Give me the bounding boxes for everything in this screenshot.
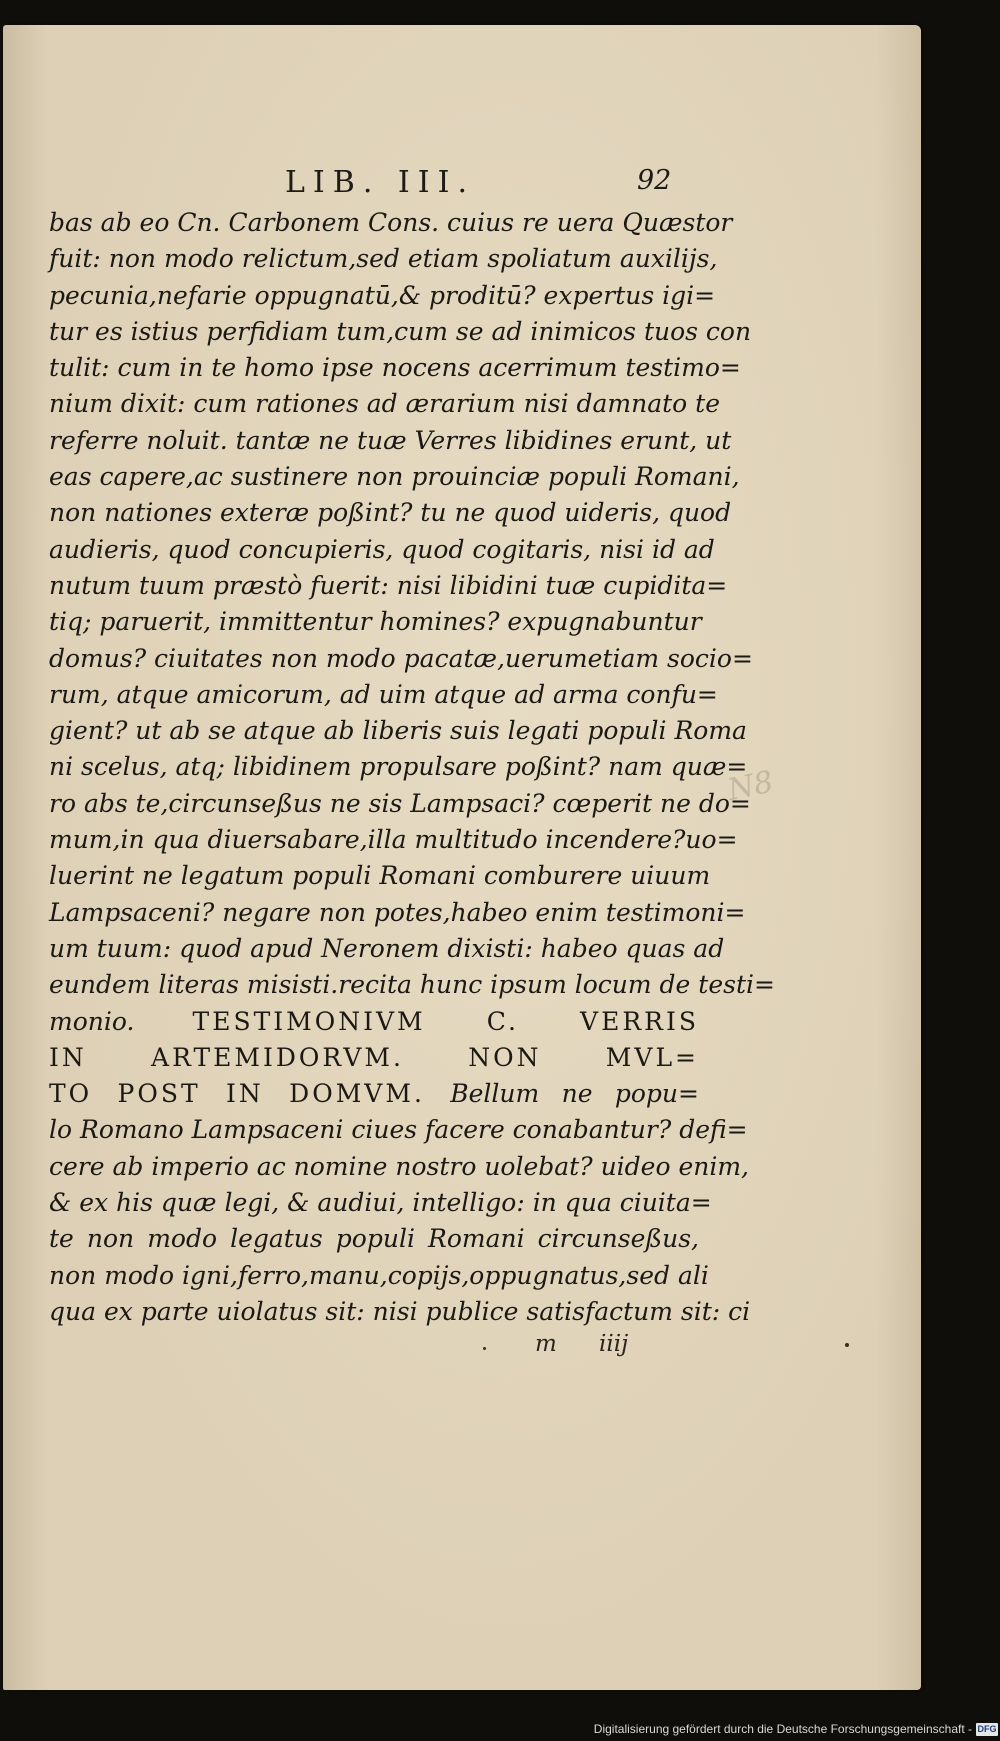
faint-show-through-mark: N8 bbox=[724, 764, 777, 809]
text-line: rum, atque amicorum, ad uim atque ad arma confu= bbox=[49, 679, 718, 709]
text-line: tur es istius perfidiam tum,cum se ad inimicos tuos con bbox=[49, 316, 752, 346]
dfg-logo-icon: DFG bbox=[977, 1724, 997, 1734]
text-line: ro abs te,circunseßus ne sis Lampsaci? cœperit ne do= bbox=[49, 788, 751, 818]
text-line: referre noluit. tantæ ne tuæ Verres libidines erunt, ut bbox=[49, 425, 732, 455]
text-line: TO POST IN DOMVM. Bellum ne popu= bbox=[49, 1079, 699, 1109]
text-line: & ex his quæ legi, & audiui, intelligo: in qua ciuita= bbox=[49, 1188, 712, 1218]
ink-speck bbox=[483, 1347, 486, 1350]
text-line: domus? ciuitates non modo pacatæ,uerumetiam socio= bbox=[49, 643, 753, 673]
page-footer bbox=[527, 1331, 647, 1367]
signature-number: iiij bbox=[599, 1331, 629, 1357]
text-line: luerint ne legatum populi Romani comburere uiuum bbox=[49, 861, 711, 891]
text-line: te non modo legatus populi Romani circunseßus, bbox=[49, 1224, 699, 1254]
text-line: fuit: non modo relictum,sed etiam spoliatum auxilijs, bbox=[49, 244, 718, 274]
page-header bbox=[263, 165, 683, 205]
text-line: bas ab eo Cn. Carbonem Cons. cuius re uera Quæstor bbox=[49, 208, 733, 237]
text-line: gient? ut ab se atque ab liberis suis legati populi Roma bbox=[49, 716, 747, 746]
ink-speck bbox=[845, 1343, 849, 1347]
text-line: eas capere,ac sustinere non prouinciæ populi Romani, bbox=[49, 462, 740, 492]
text-line: Lampsaceni? negare non potes,habeo enim testimoni= bbox=[49, 897, 746, 927]
book-page bbox=[3, 25, 921, 1690]
text-line: audieris, quod concupieris, quod cogitaris, nisi id ad bbox=[49, 534, 715, 564]
text-line: tulit: cum in te homo ipse nocens acerrimum testimo= bbox=[49, 353, 741, 383]
folio-number: 92 bbox=[637, 165, 672, 196]
text-line: um tuum: quod apud Neronem dixisti: habeo quas ad bbox=[49, 933, 725, 963]
text-line: non nationes exteræ poßint? tu ne quod uideris, quod bbox=[49, 498, 732, 528]
text-line: monio. TESTIMONIVM C. VERRIS bbox=[49, 1006, 699, 1036]
text-line: eundem literas misisti.recita hunc ipsum locum de testi= bbox=[49, 970, 775, 1000]
text-line: non modo igni,ferro,manu,copijs,oppugnatus,sed ali bbox=[49, 1260, 709, 1290]
text-line: pecunia,nefarie oppugnatū,& proditū? expertus igi= bbox=[49, 280, 716, 310]
text-line: qua ex parte uiolatus sit: nisi publice satisfactum sit: ci bbox=[49, 1296, 751, 1326]
text-line: cere ab imperio ac nomine nostro uolebat? uideo enim, bbox=[49, 1151, 749, 1181]
digitization-bar bbox=[0, 1717, 1000, 1741]
text-line-caps: IN ARTEMIDORVM. NON MVL= bbox=[49, 1042, 699, 1072]
running-head: LIB. III. bbox=[285, 165, 475, 200]
text-line: nutum tuum præstò fuerit: nisi libidini tuæ cupidita= bbox=[49, 570, 728, 600]
signature-mark: m bbox=[535, 1331, 557, 1357]
text-line: mum,in qua diuersabare,illa multitudo incendere?uo= bbox=[49, 825, 738, 855]
text-line: tiq; paruerit, immittentur homines? expugnabuntur bbox=[49, 607, 702, 637]
text-line: lo Romano Lampsaceni ciues facere conabantur? defi= bbox=[49, 1115, 748, 1145]
digitization-credit: Digitalisierung gefördert durch die Deutsche Forschungsgemeinschaft - bbox=[593, 1722, 972, 1736]
text-line: ni scelus, atq; libidinem propulsare poßint? nam quæ= bbox=[49, 752, 748, 782]
text-line: nium dixit: cum rationes ad ærarium nisi damnato te bbox=[49, 389, 721, 419]
